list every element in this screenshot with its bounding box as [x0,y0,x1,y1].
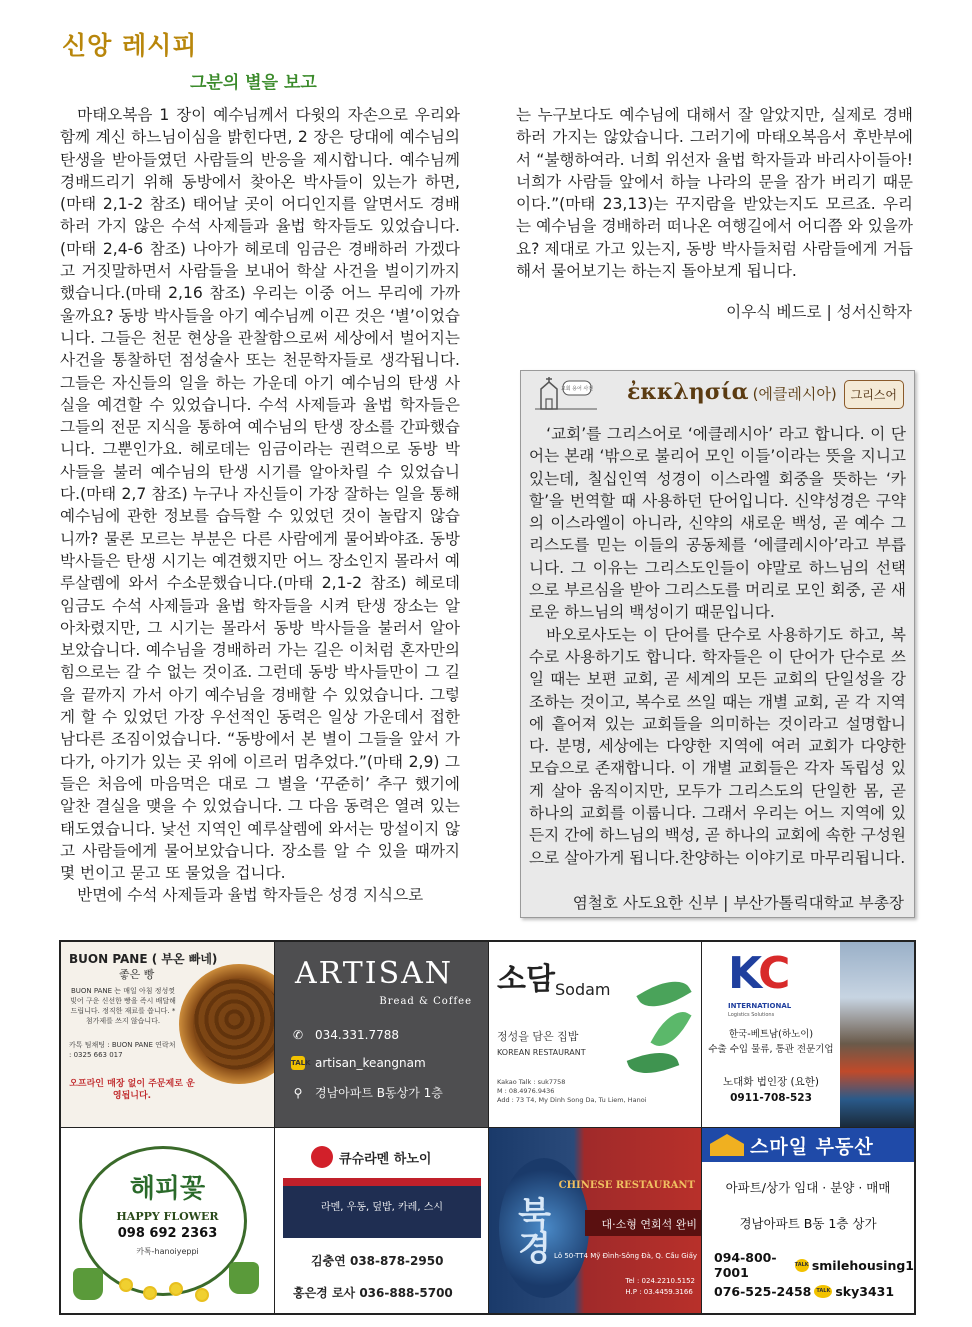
logistics-photo [840,942,914,1127]
article-paragraph: 마태오복음 1 장이 예수님께서 다윗의 자손으로 우리와 함께 계신 하느님이심을 밝힌다면, 2 장은 당대에 예수님의 탄생을 받아들였던 사람들의 반응을 제시합니다. 예수님께 경배드리기 위해 동방에서 찾아온 박사들이 있는가 하면,(마태 2,1-2 참조) 태어날 곳이 어디인지를 알면서도 경배하러 가지 않은 수석 사제들과 율법 학자들도 있었습니다.(마태 2,4-6 참조) 나아가 헤로데 임금은 경배하러 가겠다고 거짓말하면서 사람들을 보내어 학살 사건을 벌이기까지 했습니다.(마태 2,16 참조) 우리는 이중 어느 무리에 가까울까요? 동방 박사들을 아기 예수님께 이끈 것은 ‘별’이었습니다. 그들은 천문 현상을 관찰함으로써 세상에서 벌어지는 사건을 통찰하던 점성술사 또는 천문학자들로 생각됩니다. 그들은 자신들의 일을 하는 가운데 아기 예수님의 탄생 사실을 예견할 수 있었습니다. 수석 사제들과 율법 학자들은 그들의 전문 지식을 통하여 예수님의 탄생 장소를 간파했습니다. 그뿐인가요. 헤로데는 임금이라는 권력으로 동방 박사들을 불러 예수님의 탄생 시기를 알아차릴 수 있었습니다.(마태 2,7 참조) 누구나 자신들이 가장 잘하는 일을 통해 예수님에 관한 정보를 습득할 수 있었던 것이 놀랍지 않습니까? 물론 모르는 부분은 다른 사람에게 물어봐야죠. 동방 박사들은 탄생 시기는 예견했지만 어느 장소인지 몰라서 예루살렘에 와서 수소문했습니다.(마태 2,1-2 참조) 헤로데 임금도 수석 사제들과 율법 학자들을 시켜 탄생 장소는 알아차렸지만, 그 시기는 몰라서 동방 박사들을 불러서 알아보았습니다. 예수님을 경배하러 가는 길은 이처럼 혼자만의 힘으로는 갈 수 없는 것이죠. 그런데 동방 박사들만이 그 길을 끝까지 가서 아기 예수님을 경배할 수 있었습니다. 그렇게 할 수 있었던 가장 우선적인 동력은 일상 가운데서 접한 남다른 조짐이었습니다. “동방에서 본 별이 그들을 앞서 가다가, 아기가 있는 곳 위에 이르러 멈추었다.”(마태 2,9) 그들은 처음에 마음먹은 대로 그 별을 ‘꾸준히’ 추구 했기에 알찬 결실을 맺을 수 있었습니다. 그 다음 동력은 열려 있는 태도였습니다. 낯선 지역인 예루살렘에 와서는 망설이지 않고 사람들에게 물어보았습니다. 장소를 알 수 있을 때까지 몇 번이고 묻고 또 물었을 겁니다. [60,106,460,883]
glossary-paragraph: 바오로사도는 이 단어를 단수로 사용하기도 하고, 복수로 사용하기도 합니다. 학자들은 이 단어가 단수로 쓰일 때는 보편 교회, 곧 세계의 모든 교회의 단일성을 강조하는 것이고, 복수로 쓰일 때는 개별 교회, 곧 각 지역에 흩어져 있는 교회들을 의미하는 것이라고 설명합니다. 분명, 세상에는 다양한 지역에 여러 교회가 다양한 모습으로 존재합니다. 이 개별 교회들은 각자 독립성 있게 살아 움직이지만, 모두가 그리스도의 단일한 몸, 곧 하나의 교회를 이룹니다. 그래서 우리는 어느 지역에 있든지 간에 하느님의 백성, 곧 하나의 교회에 속한 구성원으로 살아가게 됩니다.찬양하는 이야기로 마무리됩니다. [529,625,906,867]
ad-slogan: 정성을 담은 집밥 [497,1030,579,1043]
ad-menu: 라멘, 우동, 덮밥, 카레, 스시 [320,1202,444,1213]
glossary-word-korean: (에클레시아) [752,385,837,403]
ad-kakao: 카톡-hanoiyeppi [136,1247,199,1256]
glossary-body [529,423,906,869]
ad-logo: KC [728,948,789,999]
ad-title: 스마일 부동산 [750,1136,874,1158]
ad-contact-2: 076-525-2458 TALK sky3431 [714,1284,895,1299]
glossary-author: 염철호 사도요한 신부 | 부산가톨릭대학교 부총장 [572,894,904,912]
ad-mobile: M : 08.4976.9436 [497,1087,555,1095]
church-icon [531,377,601,413]
ad-chinese-restaurant[interactable] [489,1128,702,1313]
location-pin-icon: ⚲ [293,1085,303,1100]
ad-contact-name: 노대화 법인장 (요한) [722,1076,819,1088]
ad-buon-pane[interactable] [61,942,275,1128]
ad-description: BUON PANE 는 매일 아침 정성껏 빚어 구운 신선한 빵을 즉시 배달해 드립니다. 정직한 재료를 씁니다. * 첨가제를 쓰지 않습니다. [70,987,176,1025]
ad-line: 경남아파트 B동 1층 상가 [739,1216,877,1231]
flower-icon [197,1290,207,1300]
ad-kyushu-ramen[interactable] [275,1128,489,1313]
article-subtitle: 그분의 별을 보고 [190,73,317,93]
ad-contact-2: 홍은경 로사 036-888-5700 [293,1286,453,1300]
ad-logo-en: Sodam [555,980,611,999]
ad-subtitle: 좋은 빵 [119,968,155,981]
advertisement-grid [59,940,916,1315]
pie-image [179,964,275,1084]
article-paragraph: 는 누구보다도 예수님에 대해서 잘 알았지만, 실제로 경배하러 가지는 않았습니다. 그러기에 마태오복음서 후반부에서 “불행하여라. 너희 위선자 율법 학자들과 바리사이들아! 너희가 사람들 앞에서 하늘 나라의 문을 잠가 버리기 때문이다.”(마태 23,13)는 꾸지람을 받았는지도 모르죠. 우리는 예수님을 경배하러 떠나온 여행길에서 어디쯤 와 있을까요? 제대로 가고 있는지, 동방 박사들처럼 사람들에게 거듭해서 물어보기는 하는지 돌아보게 됩니다. [516,106,913,281]
ad-sodam[interactable] [489,942,702,1128]
ad-phone-row [291,1028,399,1042]
ad-contact-1: 김충연 038-878-2950 [311,1254,444,1268]
glossary-icon-text: 교회 용어 사전 [560,386,594,392]
ad-kakao: artisan_keangnam [315,1056,426,1070]
ad-contact-1: 094-800-7001 TALK smilehousing1 [714,1250,914,1280]
plant-icon [73,1268,103,1300]
ad-smile-realty[interactable] [702,1128,914,1313]
ad-name: 큐슈라멘 하노이 [339,1152,432,1167]
logo-icon [311,1146,333,1168]
ad-contact: 카톡 팀채팅 : BUON PANE 연락처 : 0325 663 017 [69,1041,176,1059]
language-tag: 그리스어 [844,380,904,409]
ad-header [702,1128,914,1162]
article-right-column [516,104,913,282]
ad-kakao: Kakao Talk : suk7758 [497,1078,566,1086]
leaf-icon [636,971,691,1017]
page-title: 신앙 레시피 [62,31,198,60]
glossary-word [627,379,837,405]
flower-icon [145,1288,155,1298]
ad-address: Add : 73 T4, My Dinh Song Da, Tu Liem, Hanoi [497,1096,647,1104]
ad-title: BUON PANE ( 부온 빠네) [69,952,218,966]
ad-line: 한국-베트남(하노이) [728,1029,814,1040]
ad-contact-block [497,1078,647,1105]
glossary-box [520,370,915,918]
leaf-icon [627,1044,680,1081]
kakaotalk-icon: TALK [795,1259,809,1272]
ad-kakao-row [291,1056,426,1070]
ad-address-row [291,1084,443,1101]
ad-address: 경남아파트 B동상가 1층 [315,1086,443,1100]
glossary-word-greek: ἐκκλησία [627,379,749,405]
phone-icon: ✆ [292,1028,304,1042]
ad-happy-flower[interactable] [61,1128,275,1313]
ad-kc-logistics[interactable] [702,942,914,1128]
ad-name: 해피꽃 [129,1174,206,1204]
ad-phone: 098 692 2363 [117,1226,218,1241]
ad-artisan[interactable] [275,942,489,1128]
ad-phone: 0911-708-523 [730,1092,812,1104]
house-icon [710,1134,744,1156]
article-paragraph: 반면에 수석 사제들과 율법 학자들은 성경 지식으로 [77,886,424,905]
ad-logo: 소담 [497,962,555,997]
glossary-header [521,371,914,419]
kakaotalk-icon: TALK [814,1285,832,1298]
ad-phone: 034.331.7788 [315,1028,399,1042]
ad-logo-intl: INTERNATIONAL [728,1002,792,1010]
ad-logo-sub: Logistics Solutions [728,1012,775,1018]
leaf-icon [650,1004,691,1053]
article-author: 이우식 베드로 | 성서신학자 [726,303,912,321]
ad-type: KOREAN RESTAURANT [497,1048,586,1057]
flower-icon [121,1280,131,1290]
article-left-column [60,104,460,907]
ad-notice: 오프라인 매장 없이 주문제로 운영됩니다. [69,1079,195,1101]
ad-brand: ARTISAN [295,956,454,991]
ad-hall: 대·소형 연회석 완비 [601,1218,697,1231]
ad-line: 수출 수입 물류, 통관 전문기업 [708,1044,834,1055]
plant-icon [229,1262,259,1294]
ad-brand-sub: Bread & Coffee [379,996,472,1007]
flower-icon [171,1284,181,1294]
ad-name-en: HAPPY FLOWER [116,1210,219,1223]
ad-title: CHINESE RESTAURANT [558,1180,695,1191]
ad-line: 아파트/상가 임대 · 분양 · 매매 [725,1180,891,1195]
glossary-paragraph: ‘교회’를 그리스어로 ‘에클레시아’ 라고 합니다. 이 단어는 본래 ‘밖으로 불리어 모인 이들’이라는 뜻을 지니고 있는데, 칠십인역 성경이 이스라엘 회중을 뜻하는 ‘카할’을 번역할 때 사용하던 단어입니다. 신약성경은 구약의 이스라엘이 아니라, 신약의 새로운 백성, 곧 예수 그리스도를 믿는 이들의 공동체를 ‘에클레시아’라고 부릅니다. 그 이유는 그리스도인들이 야말로 하느님의 선택으로 부르심을 받아 그리스도를 머리로 모인 회중, 곧 새로운 하느님의 백성이기 때문입니다. [529,425,906,622]
ad-name: 북경 [511,1196,551,1264]
ad-phones: Tel : 024.2210.5152 H.P : 03.4459.3166 [625,1277,695,1296]
kakaotalk-icon: TALK [291,1056,305,1070]
ad-address: Lô 50-TT4 Mỹ Đình-Sông Đà, Q. Cầu Giấy [554,1252,697,1260]
